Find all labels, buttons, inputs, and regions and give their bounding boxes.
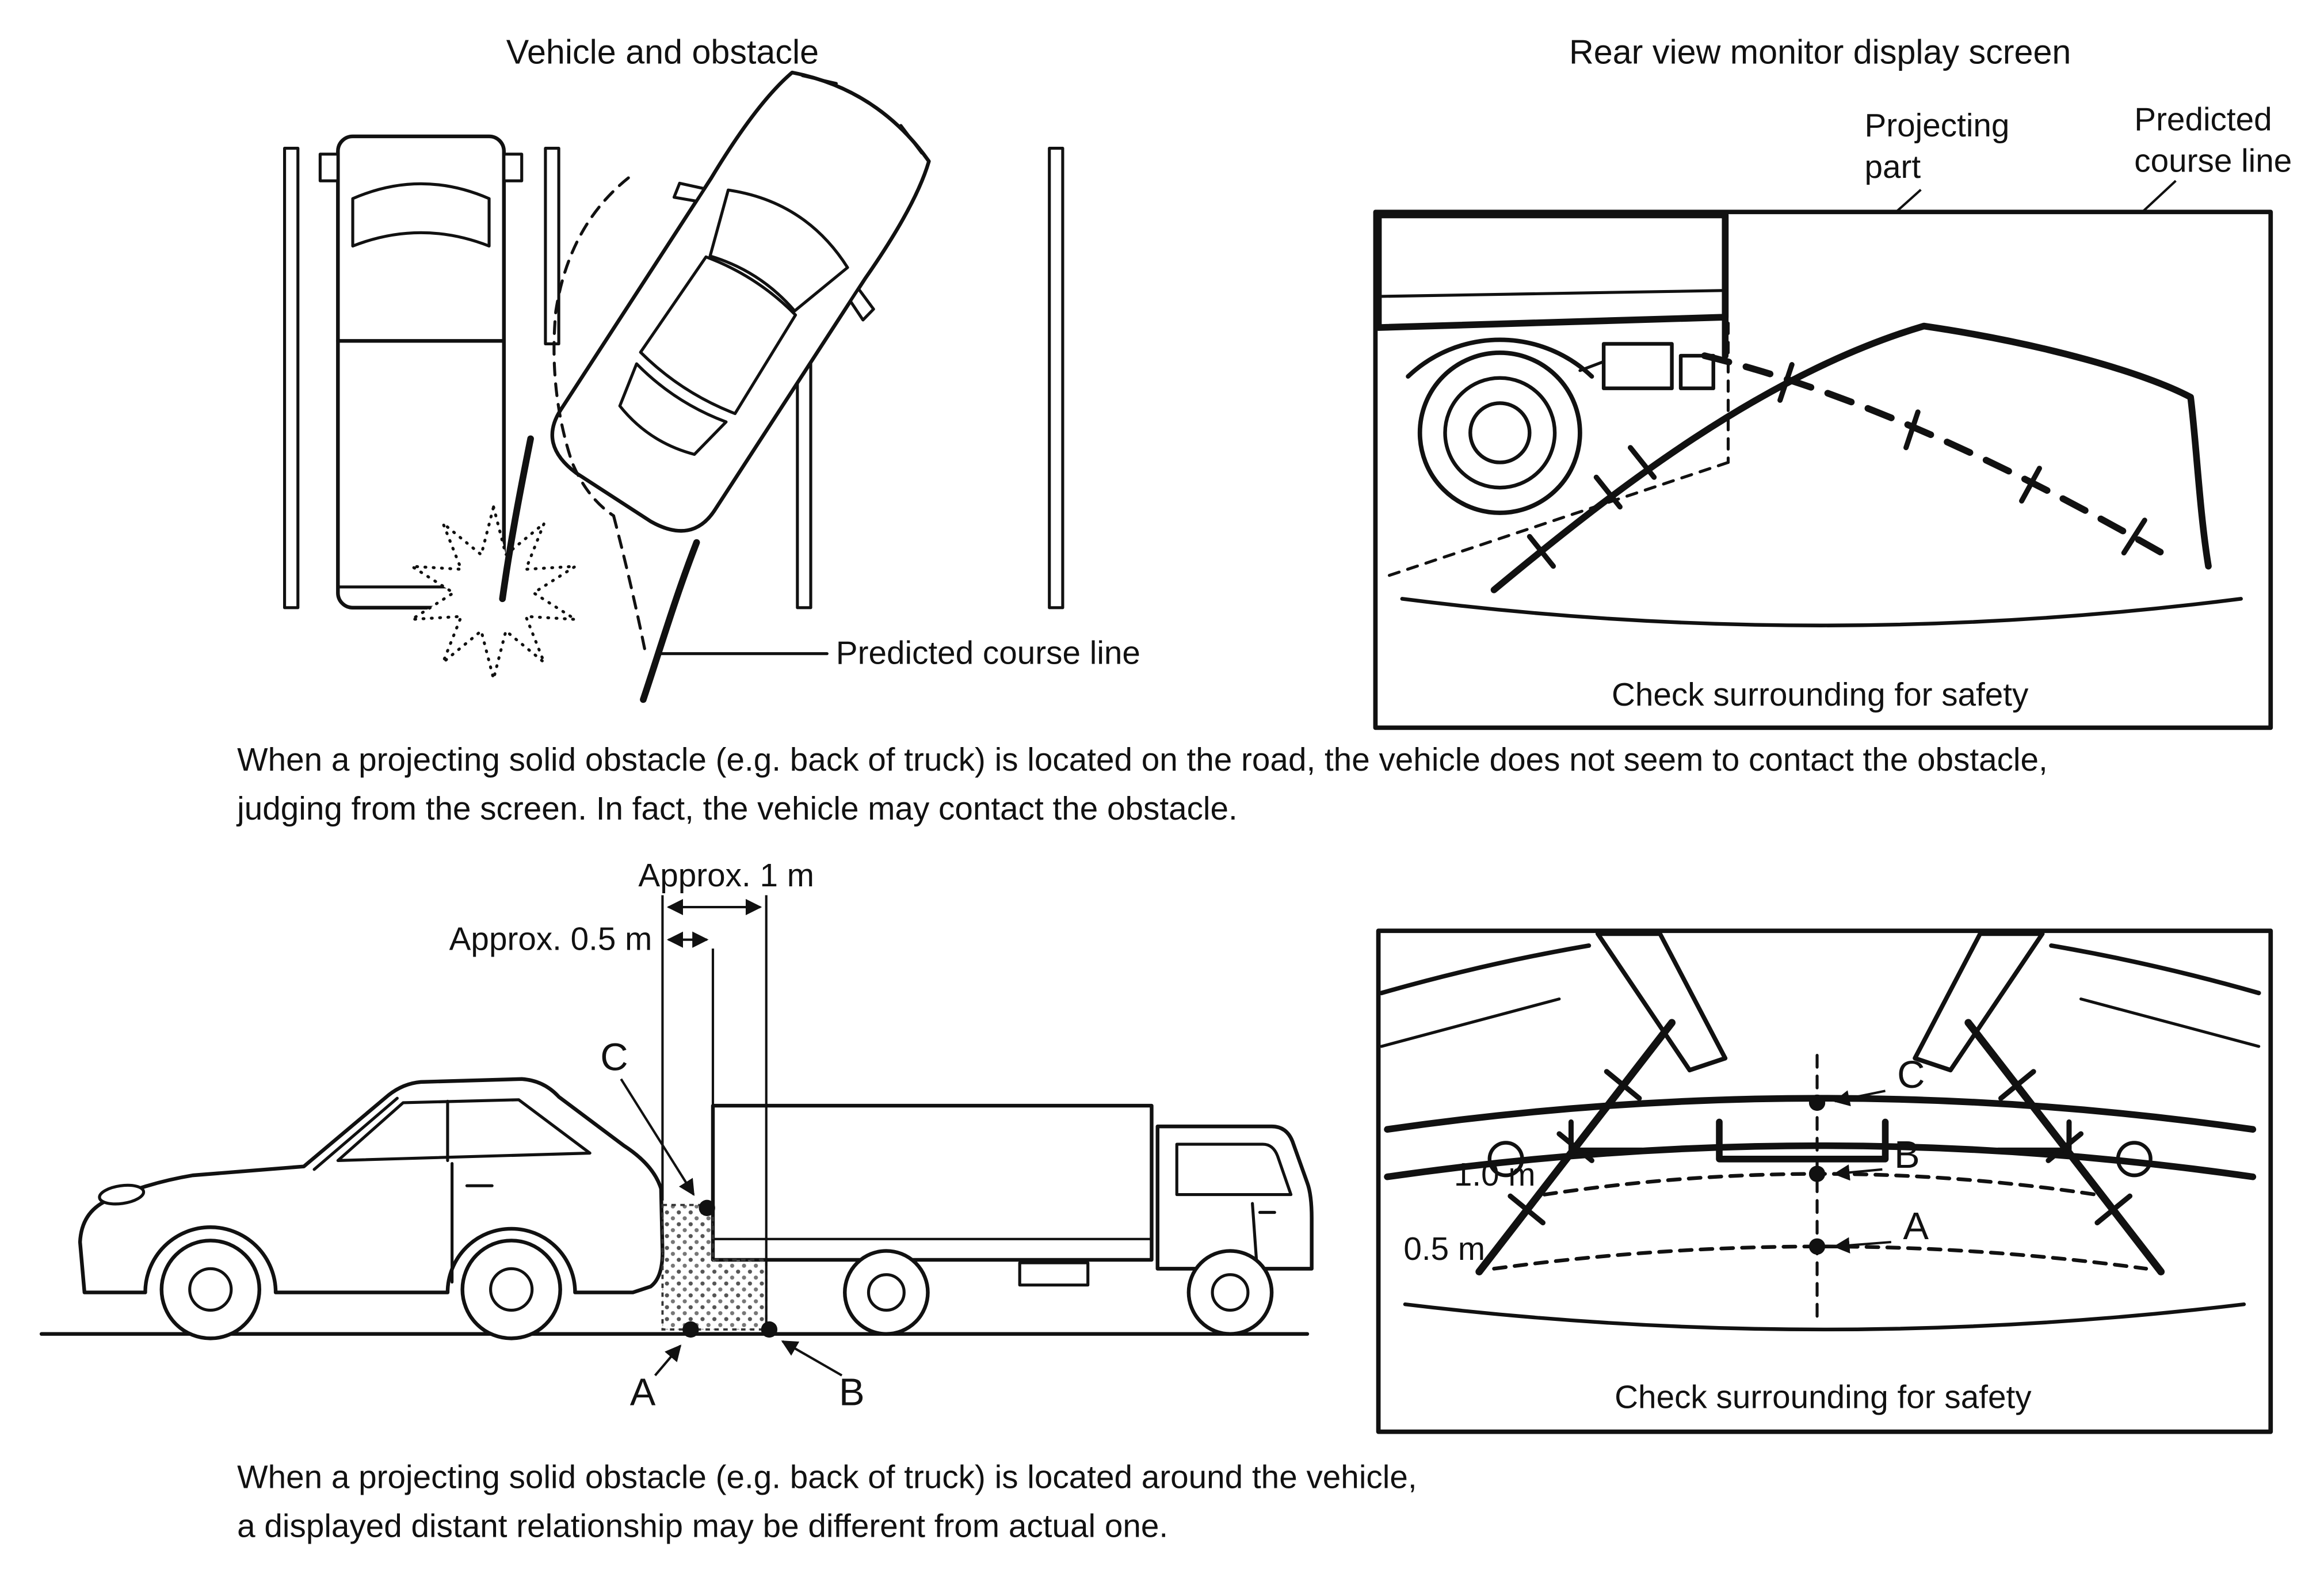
truck-bed [713,1106,1151,1260]
point-b-label: B [838,1370,865,1414]
middle-note-line2: judging from the screen. In fact, the vehicle may contact the obstacle. [237,791,1238,828]
screen-caption-bottom: Check surrounding for safety [1615,1379,2032,1416]
bottom-note-line1: When a projecting solid obstacle (e.g. back of truck) is located around the vehicle, [237,1459,1417,1496]
rear-view-monitor-diagram-bottom [1379,931,2271,1431]
screen-point-b-dot [1809,1165,1825,1182]
predicted-course-label: Predicted course line [835,635,1140,672]
dist-1m-label: 1.0 m [1453,1157,1536,1194]
middle-note-line1: When a projecting solid obstacle (e.g. back of truck) is located on the road, the vehicle does not seem to contact the obstacle, [237,742,2048,779]
projecting-part-label-line1: Projecting [1864,107,2010,144]
predicted-course-dashed [613,516,646,657]
vehicle-and-obstacle-diagram [285,33,1140,700]
truck-bed-wheel [845,1251,928,1334]
truck-side-view [713,1106,1312,1334]
predicted-course-label-line2: course line [2134,143,2292,180]
side-view-diagram [41,858,1312,1414]
point-a-dot [682,1321,699,1338]
car-top-view [517,40,967,560]
approx-05m-label: Approx. 0.5 m [449,921,652,958]
point-c-dot [699,1200,715,1216]
rear-monitor-title: Rear view monitor display screen [1569,32,2071,71]
point-b-dot [761,1321,777,1338]
car-front-wheel [162,1240,260,1338]
bottom-note-line2: a displayed distant relationship may be different from actual one. [237,1508,1169,1545]
screen-point-c-label: C [1897,1053,1925,1097]
point-c-label: C [600,1035,628,1079]
truck-cab-wheel [1189,1251,1272,1334]
dist-05m-label: 0.5 m [1403,1231,1486,1267]
car-side-view [80,1079,662,1339]
car-rear-wheel [463,1240,560,1338]
projecting-part-label-line2: part [1864,149,1921,186]
predicted-course-label-line1: Predicted [2134,101,2272,138]
screen-point-b-label: B [1894,1133,1920,1177]
approx-1m-label: Approx. 1 m [638,857,814,894]
screen-point-c-dot [1809,1095,1825,1111]
vehicle-and-obstacle-title: Vehicle and obstacle [506,32,819,71]
rear-view-monitor-diagram-top [1375,33,2292,728]
point-a-label: A [629,1370,656,1414]
screen-caption-top: Check surrounding for safety [1611,676,2029,713]
screen-point-a-dot [1809,1239,1825,1255]
screen-point-a-label: A [1903,1204,1929,1248]
